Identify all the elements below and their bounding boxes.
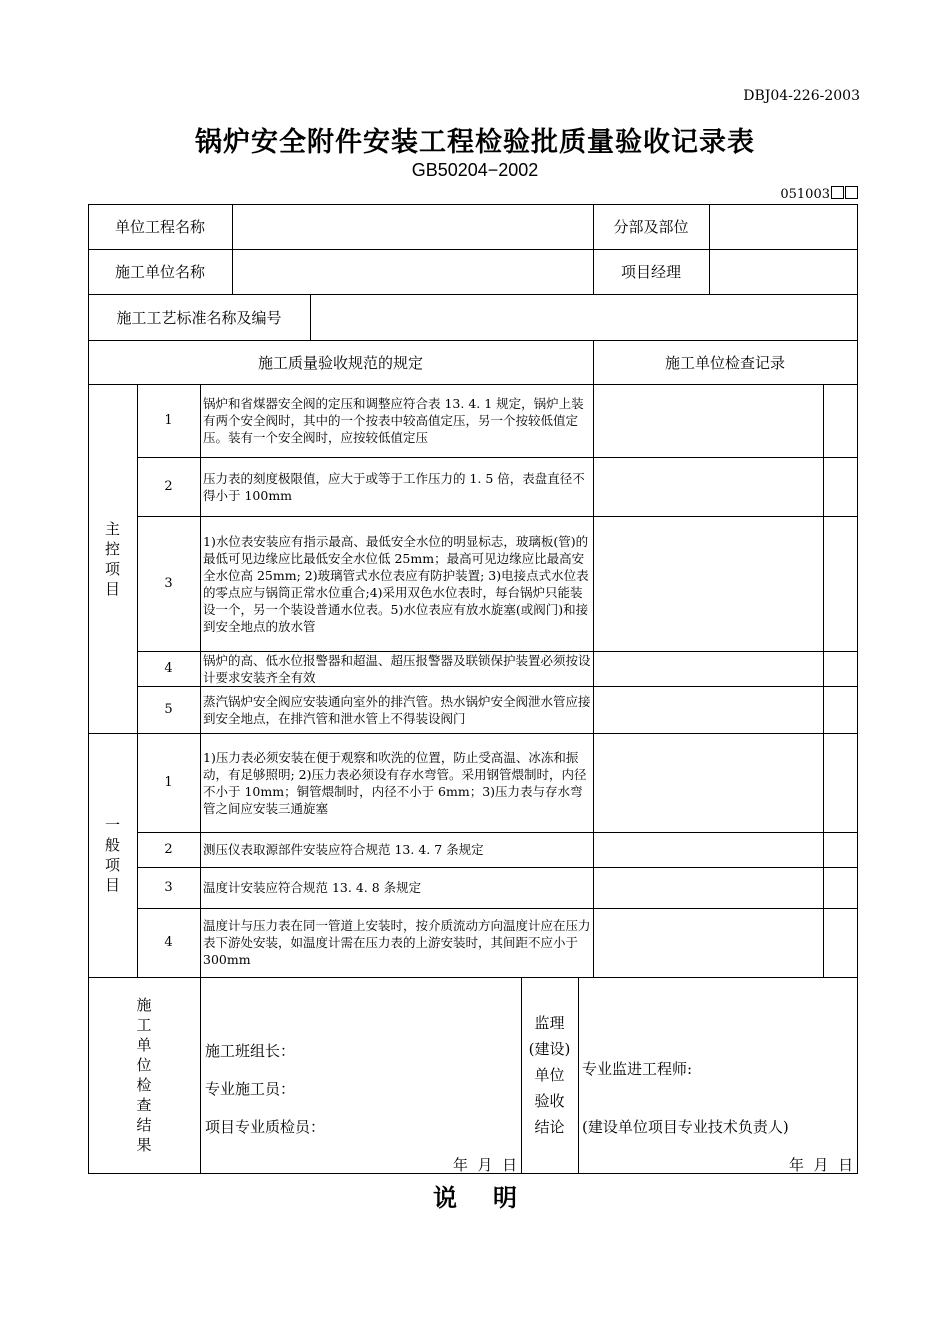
general-item-mark[interactable] — [823, 908, 857, 977]
project-manager-field[interactable] — [709, 249, 857, 294]
code-box-1 — [831, 186, 844, 199]
standard-field[interactable] — [310, 294, 857, 340]
general-item-text: 测压仪表取源部件安装应符合规范 13. 4. 7 条规定 — [203, 842, 484, 857]
supervisor-label-line: (建设) — [528, 1040, 571, 1058]
supervisor-label-line: 监理 — [534, 1014, 565, 1032]
form-code — [780, 186, 858, 202]
main-item-record[interactable] — [593, 384, 823, 457]
unit-project-label: 单位工程名称 — [114, 218, 205, 236]
general-item-number: 4 — [164, 935, 173, 950]
main-item-text: 锅炉和省煤器安全阀的定压和调整应符合表 13. 4. 1 规定，锅炉上装有两个安全阀时，其中的一个按表中较高值定压，另一个按较低值定压。装有一个安全阀时，应按较低值定压 — [203, 396, 584, 445]
general-item-record[interactable] — [593, 867, 823, 908]
main-item-text: 锅炉的高、低水位报警器和超温、超压报警器及联锁保护装置必须按设计要求安装齐全有效 — [203, 652, 591, 685]
spec-column-header: 施工质量验收规范的规定 — [257, 353, 423, 372]
general-items-category-label: 一般项目 — [104, 816, 120, 894]
general-item-record[interactable] — [593, 908, 823, 977]
general-item-record[interactable] — [593, 733, 823, 832]
general-item-mark[interactable] — [823, 832, 857, 867]
row-line — [88, 977, 858, 978]
division-label: 分部及部位 — [613, 218, 689, 236]
general-item-mark[interactable] — [823, 733, 857, 832]
col-line — [578, 977, 579, 1173]
general-item-text: 温度计安装应符合规范 13. 4. 8 条规定 — [203, 880, 422, 895]
supervisor-label-cell — [521, 977, 578, 1173]
general-item-number: 1 — [164, 775, 173, 790]
general-items-category — [88, 733, 137, 977]
main-item-mark[interactable] — [823, 516, 857, 651]
main-item-text: 1)水位表安装应有指示最高、最低安全水位的明显标志，玻璃板(管)的最低可见边缘应比最低安全水位低 25mm；最高可见边缘应比最高安全水位高 25mm; 2)玻璃管式水位表应有防护装置; 3)电接点式水位表的零点应与锅筒正常水位重合;4)采用双色水位表时，每台锅炉只能装设一个，另一个装设普通水位表。5)水位表应有放水旋塞(或阀门)和接到安全地点的放水管 — [203, 533, 589, 634]
main-item-number: 2 — [164, 479, 173, 494]
supervisor-label-line: 验收 — [534, 1092, 565, 1110]
main-item-number: 5 — [164, 702, 173, 717]
code-box-2 — [845, 186, 858, 199]
main-item-record[interactable] — [593, 651, 823, 686]
main-items-category — [88, 384, 137, 733]
construction-unit-field[interactable] — [232, 249, 593, 294]
closing-heading: 说明 — [433, 1183, 553, 1212]
construction-unit-label: 施工单位名称 — [114, 263, 205, 281]
contractor-result-label-cell — [88, 977, 200, 1173]
main-item-text: 蒸汽锅炉安全阀应安装通向室外的排汽管。热水锅炉安全阀泄水管应接到安全地点，在排汽管和泄水管上不得装设阀门 — [203, 693, 591, 726]
project-manager-label: 项目经理 — [620, 263, 681, 281]
main-item-mark[interactable] — [823, 651, 857, 686]
supervisor-label-line: 结论 — [534, 1118, 565, 1136]
general-item-text: 1)压力表必须安装在便于观察和吹洗的位置，防止受高温、冰冻和振动，有足够照明; 2)压力表必须设有存水弯管。采用钢管煨制时，内径不小于 10mm；铜管煨制时，内径不小于 6mm；3)压力表与存水弯管之间应安装三通旋塞 — [203, 749, 587, 816]
main-item-number: 3 — [164, 576, 173, 591]
general-item-record[interactable] — [593, 832, 823, 867]
main-item-text: 压力表的刻度极限值，应大于或等于工作压力的 1. 5 倍，表盘直径不得小于 100mm — [203, 470, 585, 503]
main-item-record[interactable] — [593, 457, 823, 516]
table-border-right — [857, 204, 858, 1174]
general-item-mark[interactable] — [823, 867, 857, 908]
main-item-number: 4 — [164, 661, 173, 676]
main-items-category-label: 主控项目 — [104, 519, 120, 598]
inspector-label: 项目专业质检员： — [205, 1118, 326, 1136]
general-item-number: 2 — [164, 842, 173, 857]
supervising-engineer-label: 专业监进工程师: — [582, 1060, 693, 1078]
main-item-mark[interactable] — [823, 686, 857, 733]
supervisor-label-line: 单位 — [534, 1066, 565, 1084]
worker-label: 专业施工员： — [205, 1080, 296, 1098]
general-item-text: 温度计与压力表在同一管道上安装时，按介质流动方向温度计应在压力表下游处安装，如温度计需在压力表的上游安装时，其间距不应小于 300mm — [203, 918, 591, 967]
division-field[interactable] — [709, 204, 857, 249]
standard-code: DBJ04-226-2003 — [743, 88, 860, 104]
main-item-record[interactable] — [593, 516, 823, 651]
date-left: 年 月 日 — [453, 1156, 518, 1174]
general-item-number: 3 — [164, 880, 173, 895]
team-leader-label: 施工班组长： — [205, 1042, 296, 1060]
form-code-number: 051003 — [780, 187, 830, 202]
record-column-header: 施工单位检查记录 — [664, 353, 785, 372]
main-item-mark[interactable] — [823, 457, 857, 516]
standard-label: 施工工艺标准名称及编号 — [116, 308, 282, 327]
main-item-number: 1 — [164, 413, 173, 428]
form-subtitle: GB50204−2002 — [411, 160, 539, 180]
form-title: 锅炉安全附件安装工程检验批质量验收记录表 — [195, 127, 755, 158]
unit-project-field[interactable] — [232, 204, 593, 249]
date-right: 年 月 日 — [789, 1156, 854, 1174]
main-item-record[interactable] — [593, 686, 823, 733]
main-item-mark[interactable] — [823, 384, 857, 457]
owner-rep-label: (建设单位项目专业技术负责人) — [582, 1118, 789, 1136]
contractor-result-label: 施工单位检查结果 — [136, 996, 152, 1154]
